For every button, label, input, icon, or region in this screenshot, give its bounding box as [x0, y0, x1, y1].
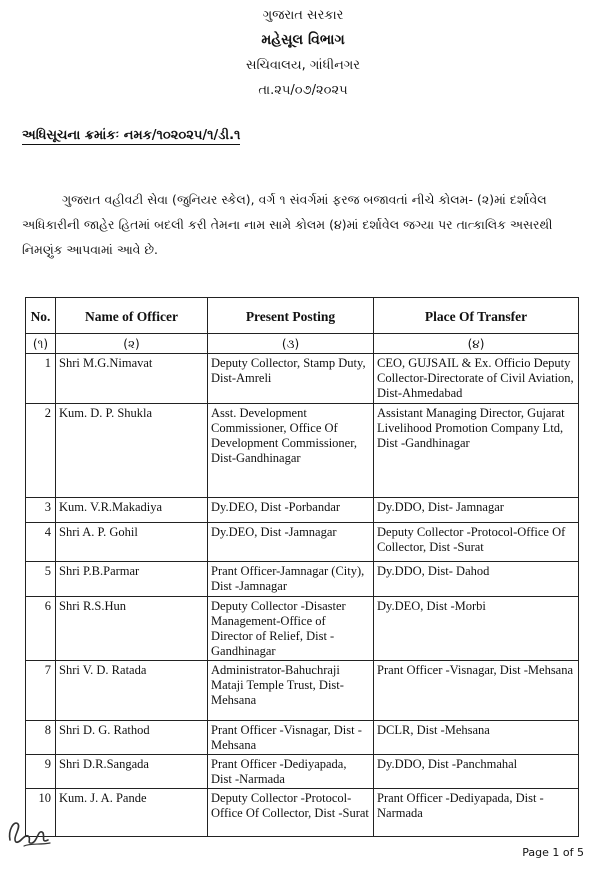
- col-number-3: (૩): [208, 334, 374, 354]
- col-number-1: (૧): [26, 334, 56, 354]
- officer-name: Shri M.G.Nimavat: [56, 354, 208, 404]
- officer-name: Shri A. P. Gohil: [56, 523, 208, 562]
- place-of-transfer: Prant Officer -Visnagar, Dist -Mehsana: [374, 661, 579, 721]
- place-of-transfer: DCLR, Dist -Mehsana: [374, 721, 579, 755]
- place-of-transfer: Dy.DDO, Dist -Panchmahal: [374, 755, 579, 789]
- table-row: [26, 498, 579, 523]
- officer-name: Kum. D. P. Shukla: [56, 404, 208, 498]
- row-no: 5: [26, 562, 56, 597]
- table-row: [26, 789, 579, 837]
- officer-name: Kum. V.R.Makadiya: [56, 498, 208, 523]
- present-posting: Prant Officer -Visnagar, Dist -Mehsana: [208, 721, 374, 755]
- present-posting: Prant Officer-Jamnagar (City), Dist -Jamnagar: [208, 562, 374, 597]
- row-no: 2: [26, 404, 56, 498]
- place-of-transfer: Dy.DDO, Dist- Jamnagar: [374, 498, 579, 523]
- present-posting: Deputy Collector -Disaster Management-Office of Director of Relief, Dist -Gandhinagar: [208, 597, 374, 661]
- header-location: સચિવાલય, ગાંધીનગર: [246, 58, 360, 73]
- officer-name: Shri R.S.Hun: [56, 597, 208, 661]
- row-no: 1: [26, 354, 56, 404]
- row-no: 3: [26, 498, 56, 523]
- row-no: 4: [26, 523, 56, 562]
- signature-icon: [4, 810, 56, 850]
- row-no: 9: [26, 755, 56, 789]
- present-posting: Dy.DEO, Dist -Porbandar: [208, 498, 374, 523]
- row-no: 8: [26, 721, 56, 755]
- table-row: [26, 354, 579, 404]
- page-number: Page 1 of 5: [522, 846, 584, 859]
- header-department: મહેસૂલ વિભાગ: [261, 32, 345, 48]
- officer-name: Shri V. D. Ratada: [56, 661, 208, 721]
- table-header-row: [26, 298, 579, 334]
- officer-name: Kum. J. A. Pande: [56, 789, 208, 837]
- present-posting: Administrator-Bahuchraji Mataji Temple Trust, Dist-Mehsana: [208, 661, 374, 721]
- transfer-table: [25, 297, 579, 837]
- column-number-row: [26, 334, 579, 354]
- place-of-transfer: Assistant Managing Director, Gujarat Livelihood Promotion Company Ltd, Dist -Gandhinagar: [374, 404, 579, 498]
- col-header-name: Name of Officer: [56, 298, 208, 334]
- col-header-no: No.: [26, 298, 56, 334]
- place-of-transfer: Dy.DEO, Dist -Morbi: [374, 597, 579, 661]
- handwritten-signature: [4, 810, 56, 854]
- col-number-4: (૪): [374, 334, 579, 354]
- place-of-transfer: Dy.DDO, Dist- Dahod: [374, 562, 579, 597]
- table-row: [26, 755, 579, 789]
- col-header-present: Present Posting: [208, 298, 374, 334]
- present-posting: Prant Officer -Dediyapada, Dist -Narmada: [208, 755, 374, 789]
- place-of-transfer: Deputy Collector -Protocol-Office Of Collector, Dist -Surat: [374, 523, 579, 562]
- officer-name: Shri P.B.Parmar: [56, 562, 208, 597]
- table-row: [26, 404, 579, 498]
- header-government: ગુજરાત સરકાર: [262, 8, 344, 23]
- officer-name: Shri D.R.Sangada: [56, 755, 208, 789]
- present-posting: Deputy Collector, Stamp Duty, Dist-Amreli: [208, 354, 374, 404]
- present-posting: Dy.DEO, Dist -Jamnagar: [208, 523, 374, 562]
- row-no: 6: [26, 597, 56, 661]
- table-row: [26, 597, 579, 661]
- row-no: 7: [26, 661, 56, 721]
- table-row: [26, 523, 579, 562]
- present-posting: Asst. Development Commissioner, Office Of Development Commissioner, Dist-Gandhinagar: [208, 404, 374, 498]
- col-header-transfer: Place Of Transfer: [374, 298, 579, 334]
- officer-name: Shri D. G. Rathod: [56, 721, 208, 755]
- place-of-transfer: CEO, GUJSAIL & Ex. Officio Deputy Collector-Directorate of Civil Aviation, Dist-Ahmedabad: [374, 354, 579, 404]
- place-of-transfer: Prant Officer -Dediyapada, Dist -Narmada: [374, 789, 579, 837]
- notification-number: અધિસૂચના ક્રમાંકઃ નમક/૧૦૨૦૨૫/૧/ડી.૧: [22, 128, 241, 143]
- header-date: તા.૨૫/૦૭/૨૦૨૫: [258, 83, 348, 98]
- col-number-2: (૨): [56, 334, 208, 354]
- table-row: [26, 562, 579, 597]
- row-no: 10: [26, 789, 56, 837]
- table-row: [26, 721, 579, 755]
- present-posting: Deputy Collector -Protocol-Office Of Collector, Dist -Surat: [208, 789, 374, 837]
- notification-body: ગુજરાત વહીવટી સેવા (જુનિયર સ્કેલ), વર્ગ ૧ સંવર્ગમાં ફરજ બજાવતાં નીચે કોલમ- (૨)માં દર્શાવેલ અધિકારીની જાહેર હિતમાં બદલી કરી તેમના નામ સામે કોલમ (૪)માં દર્શાવેલ જગ્યા પર તાત્કાલિક અસરથી નિમણુંક આપવામાં આવે છે.: [22, 193, 553, 257]
- table-row: [26, 661, 579, 721]
